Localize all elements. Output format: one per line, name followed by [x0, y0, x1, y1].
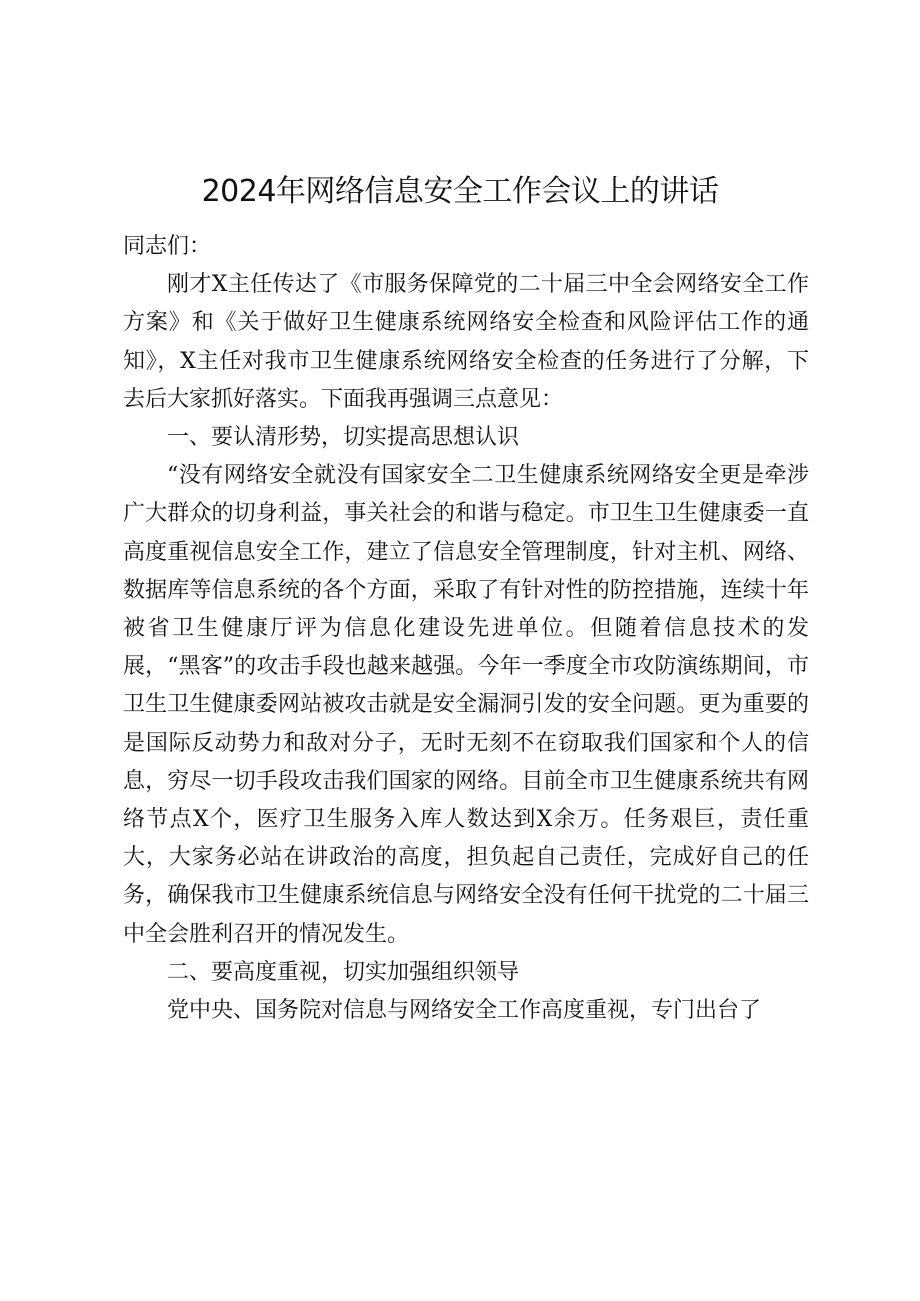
- document-title: 2024年网络信息安全工作会议上的讲话: [201, 174, 719, 209]
- document-body: [123, 228, 809, 1030]
- paragraph-situation: “没有网络安全就没有国家安全二卫生健康系统网络安全更是牵涉广大群众的切身利益，事关社会的和谐与稳定。市卫生卫生健康委一直高度重视信息安全工作，建立了信息安全管理制度，针对主机、网络、数据库等信息系统的各个方面，采取了有针对性的防控措施，连续十年被省卫生健康厅评为信息化建设先进单位。但随着信息技术的发展，“黑客”的攻击手段也越来越强。今年一季度全市攻防演练期间，市卫生卫生健康委网站被攻击就是安全漏洞引发的安全问题。更为重要的是国际反动势力和敌对分子，无时无刻不在窃取我们国家和个人的信息，穷尽一切手段攻击我们国家的网络。目前全市卫生健康系统共有网络节点X个，医疗卫生服务入库人数达到X余万。任务艰巨，责任重大，大家务必站在讲政治的高度，担负起自己责任，完成好自己的任务，确保我市卫生健康系统信息与网络安全没有任何干扰党的二十届三中全会胜利召开的情况发生。: [123, 463, 809, 947]
- paragraph-intro: 刚才X主任传达了《市服务保障党的二十届三中全会网络安全工作方案》和《关于做好卫生健康系统网络安全检查和风险评估工作的通知》，X主任对我市卫生健康系统网络安全检查的任务进行了分解，下去后大家抓好落实。下面我再强调三点意见：: [123, 272, 809, 412]
- section-heading-1: 一、要认清形势，切实提高思想认识: [167, 425, 520, 451]
- section-heading-2: 二、要高度重视，切实加强组织领导: [167, 959, 520, 985]
- paragraph-leadership: 党中央、国务院对信息与网络安全工作高度重视，专门出台了: [167, 998, 762, 1024]
- salutation: 同志们：: [123, 234, 212, 259]
